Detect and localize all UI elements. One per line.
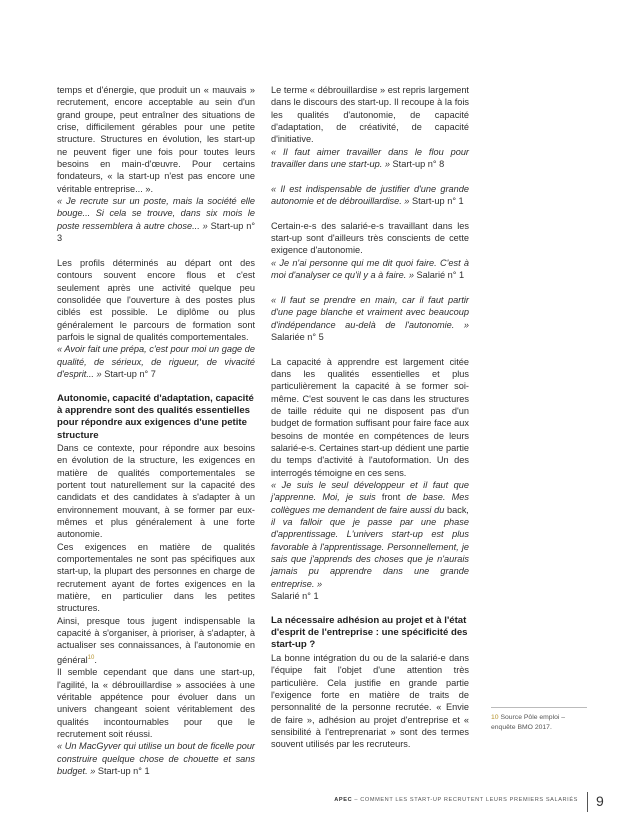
paragraph: La bonne intégration du ou de la salarié-e dans l'équipe fait l'objet d'une attention très particulière. Cela justifie en grande partie l'exigence forte en matière de traits de personnalité de la personne recrutée. « Envie de faire », adhésion au projet d'entreprise et « sensibilité à l'entreprenariat » sont des termes souvent utilisés par les recruteurs. xyxy=(271,652,469,750)
paragraph-end: . xyxy=(94,654,97,665)
footnote xyxy=(491,713,587,732)
quote-text: « Je suis le seul développeur et il faut que j'apprenne. Moi, je suis xyxy=(271,480,469,503)
footer-brand: APEC xyxy=(334,797,353,803)
paragraph: temps et d'énergie, que produit un « mauvais » recrutement, encore acceptable au sein d'un grand groupe, peut entraîner des situations de crise, difficilement gérables pour une petite structure. Structures en évolution, les start-up ne peuvent figer une fois pour toutes leurs besoins en main-d'œuvre. Pour certains fondateurs, « la start-up n'est pas encore une véritable entreprise... ». xyxy=(57,85,255,194)
quote-term: front xyxy=(381,492,401,503)
footnote-ref: 10 xyxy=(87,654,95,661)
quote xyxy=(271,257,469,282)
section-heading: Autonomie, capacité d'adaptation, capacité à apprendre sont des qualités essentielles pour répondre aux exigences d'une petite structure xyxy=(57,392,254,441)
quote-text: « Il faut aimer travailler dans le flou pour travailler dans une start-up. » xyxy=(271,146,469,170)
footer-title xyxy=(334,797,578,803)
quote xyxy=(271,146,469,171)
footnote-text: Source Pôle emploi – enquête BMO 2017. xyxy=(491,714,566,731)
quote-source: Salarié n° 1 xyxy=(271,591,319,602)
quote-source: Start-up n° 8 xyxy=(390,159,445,170)
page-footer xyxy=(0,792,638,814)
quote xyxy=(57,343,255,380)
quote xyxy=(271,479,469,590)
quote-text: de base. Mes collègues me demandent de faire aussi du xyxy=(271,492,470,515)
quote xyxy=(271,183,469,208)
quote-text: , il va falloir que je passe par une phase d'apprentissage. L'univers start-up est plus favorable à l'apprentissage. Personnellement, je sais que j'apprends des choses que je n'aurais jamais pu apprendre dans une grande entreprise. » xyxy=(271,504,469,589)
quote-source: Salariée n° 5 xyxy=(271,331,324,342)
quote-text: « Il faut se prendre en main, car il faut partir d'une page blanche et vraiment avec beaucoup d'indépendance au-delà de l'autonomie. » xyxy=(271,294,469,330)
quote-source: Salarié n° 1 xyxy=(413,270,465,281)
quote xyxy=(271,294,469,343)
quote-text: « Je recrute sur un poste, mais la société elle bouge... Si cela se trouve, dans six mois le poste ressemblera à autre chose... » xyxy=(57,196,255,231)
paragraph: Les profils déterminés au départ ont des contours souvent encore flous et c'est seulement après une activité quelque peu consolidée que l'ouverture à des postes plus ciblés est possible. Le diplôme ou plus généralement le parcours de formation sont parfois le signal de qualités comportementales. xyxy=(57,257,255,342)
quote-text: « Un MacGyver qui utilise un bout de ficelle pour construire quelque chose de chouette et sans budget. » xyxy=(57,741,255,776)
quote-text: « Avoir fait une prépa, c'est pour moi un gage de qualité, de sérieux, de rigueur, de vivacité d'esprit... » xyxy=(57,344,255,379)
quote-source: Start-up n° 3 xyxy=(57,220,255,244)
footer-running-title: – COMMENT LES START-UP RECRUTENT LEURS PREMIERS SALARIÉS xyxy=(352,797,578,803)
quote xyxy=(57,195,255,244)
paragraph: Il semble cependant que dans une start-up, l'agilité, la « débrouillardise » associées à une véritable appétence pour évoluer dans un univers changeant soient véritablement des qualités incontournables pour que le recrutement soit réussi. xyxy=(57,667,255,739)
paragraph-text: Ainsi, presque tous jugent indispensable la capacité à s'organiser, à prioriser, à s'adapter, à actualiser ses connaissances, à l'autonomie en général xyxy=(57,615,255,665)
quote xyxy=(57,740,255,777)
quote-term: back xyxy=(447,504,467,515)
paragraph: La capacité à apprendre est largement citée dans les qualités essentielles et plus particulièrement la capacité à se former soi-même. C'est souvent le cas dans les structures de taille réduite qui ne disposent pas d'un budget de formation suffisant pour faire face aux besoins de montée en compétences de leurs salarié-e-s. Certaines start-up dédient une partie du temps d'activité à l'autoformation. Un des interrogés témoigne en ces sens. xyxy=(271,356,469,478)
footnote-number: 10 xyxy=(491,714,499,721)
page-number: 9 xyxy=(596,793,604,809)
left-column xyxy=(57,84,255,777)
paragraph: Dans ce contexte, pour répondre aux besoins en évolution de la structure, les exigences en matière de qualités comportementales se portent tout naturellement sur la capacité des candidats et des candidates à s'adapter à un environnement mouvant, à se former par eux-mêmes et plus généralement à une forte autonomie. xyxy=(57,442,255,540)
quote-text: « Il est indispensable de justifier d'une grande autonomie et de débrouillardise. » xyxy=(271,183,469,207)
middle-column xyxy=(271,84,469,751)
quote-source: Start-up n° 7 xyxy=(101,368,156,379)
footnote-divider xyxy=(491,707,587,708)
paragraph: Ces exigences en matière de qualités comportementales ne sont pas spécifiques aux start-up, la plupart des personnes en charge de recrutement ayant de fortes exigences en la matière, en particulier dans les petites structures. xyxy=(57,541,255,614)
section-heading: La nécessaire adhésion au projet et à l'état d'esprit de l'entreprise : une spécificité des start-up ? xyxy=(271,614,468,651)
footer-divider xyxy=(587,792,588,812)
paragraph xyxy=(57,615,255,666)
paragraph: Certain-e-s des salarié-e-s travaillant dans les start-up sont d'ailleurs très conscients de cette exigence d'autonomie. xyxy=(271,220,469,256)
paragraph: Le terme « débrouillardise » est repris largement dans le discours des start-up. Il recoupe à la fois les qualités d'autonomie, de capacité d'adaptation, de créativité, de capacité d'initiative. xyxy=(271,85,469,145)
quote-text: « Je n'ai personne qui me dit quoi faire. C'est à moi d'analyser ce qu'il y a à faire. » xyxy=(271,257,469,281)
quote-source: Start-up n° 1 xyxy=(95,765,150,776)
quote-source: Start-up n° 1 xyxy=(409,196,464,207)
